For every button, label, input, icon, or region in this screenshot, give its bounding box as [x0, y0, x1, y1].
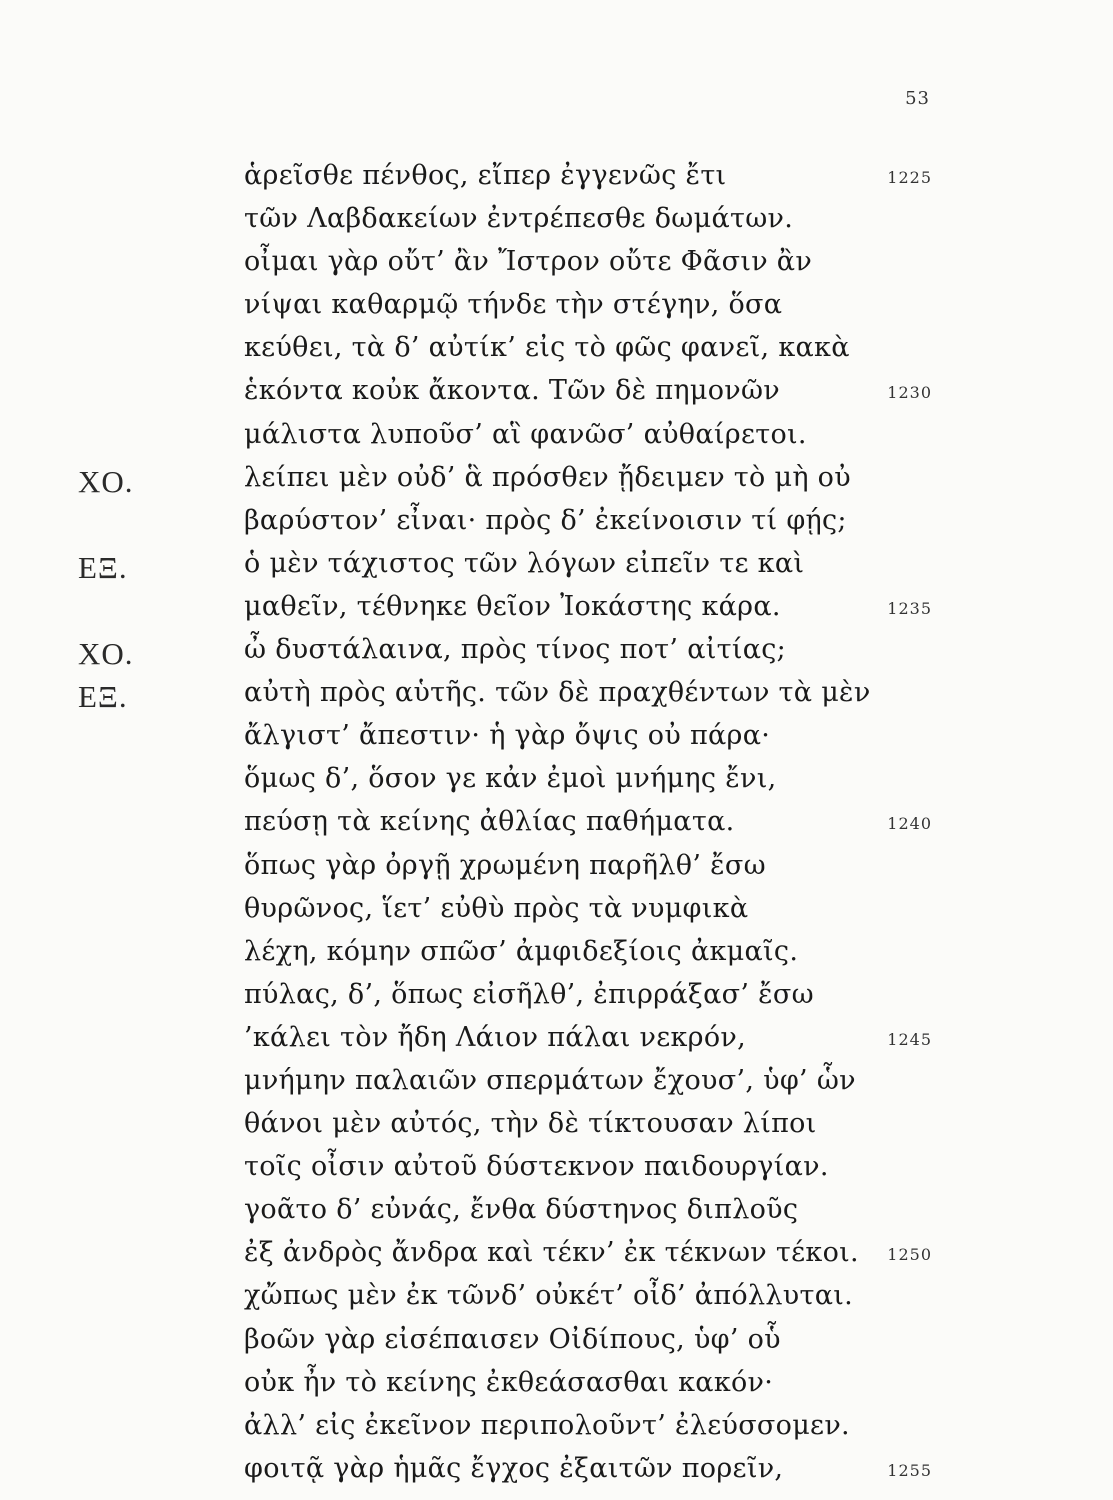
line-number: 1230	[887, 383, 932, 403]
verse-text: ἑκόντα κοὐκ ἄκοντα. Τῶν δὲ πημονῶν	[244, 375, 781, 407]
verse-line	[0, 1453, 1113, 1496]
verse-line	[0, 1022, 1113, 1065]
verse-line	[0, 763, 1113, 806]
line-number: 1250	[887, 1245, 932, 1265]
verse-text: μαθεῖν, τέθνηκε θεῖον Ἰοκάστης κάρα.	[244, 590, 781, 622]
verse-line	[0, 1108, 1113, 1151]
verse-text: πεύσῃ τὰ κείνης ἀθλίας παθήματα.	[244, 806, 735, 838]
verse-line	[0, 505, 1113, 548]
line-number: 1235	[887, 598, 932, 618]
verse-text: οὐκ ἦν τὸ κείνης ἐκθεάσασθαι κακόν·	[244, 1366, 774, 1398]
line-number: 1245	[887, 1029, 932, 1049]
verse-text: κεύθει, τὰ δ’ αὐτίκ’ εἰς τὸ φῶς φανεῖ, κακὰ	[244, 332, 850, 364]
verse-line	[0, 203, 1113, 246]
line-number: 1240	[887, 814, 932, 834]
verse-line	[0, 634, 1113, 677]
verse-line	[0, 1237, 1113, 1280]
verse-text: μνήμην παλαιῶν σπερμάτων ἔχουσ’, ὑφ’ ὧν	[244, 1064, 856, 1096]
verse-text: αὐτὴ πρὸς αὑτῆς. τῶν δὲ πραχθέντων τὰ μὲν	[244, 677, 871, 709]
verse-text: λέχη, κόμην σπῶσ’ ἀμφιδεξίοις ἀκμαῖς.	[244, 935, 799, 967]
verse-line	[0, 1065, 1113, 1108]
verse-text: θάνοι μὲν αὐτός, τὴν δὲ τίκτουσαν λίποι	[244, 1108, 817, 1140]
verse-text: ἀλλ’ εἰς ἐκεῖνον περιπολοῦντ’ ἐλεύσσομεν.	[244, 1409, 850, 1441]
verse-text: λείπει μὲν οὐδ’ ἃ πρόσθεν ᾔδειμεν τὸ μὴ οὐ	[244, 461, 851, 493]
verse-text: βοῶν γὰρ εἰσέπαισεν Οἰδίπους, ὑφ’ οὗ	[244, 1323, 781, 1355]
verse-text: πύλας, δ’, ὅπως εἰσῆλθ’, ἐπιρράξασ’ ἔσω	[244, 978, 814, 1010]
verse-line	[0, 893, 1113, 936]
verse-text: ἄλγιστ’ ἄπεστιν· ἡ γὰρ ὄψις οὐ πάρα·	[244, 720, 771, 752]
verse-line	[0, 548, 1113, 591]
verse-line	[0, 850, 1113, 893]
verse-text: τῶν Λαβδακείων ἐντρέπεσθε δωμάτων.	[244, 203, 794, 235]
verse-line	[0, 677, 1113, 720]
verse-line	[0, 419, 1113, 462]
verse-text: νίψαι καθαρμῷ τήνδε τὴν στέγην, ὅσα	[244, 289, 783, 321]
verse-line	[0, 160, 1113, 203]
speaker-label: ΕΞ.	[78, 549, 128, 585]
verse-line	[0, 591, 1113, 634]
verse-line	[0, 289, 1113, 332]
line-number: 1225	[887, 168, 932, 187]
verse-text: βαρύστον’ εἶναι· πρὸς δ’ ἐκείνοισιν τί φῄς;	[244, 504, 847, 536]
verse-line	[0, 936, 1113, 979]
verse-line	[0, 462, 1113, 505]
verse-text: οἶμαι γὰρ οὔτ’ ἂν Ἴστρον οὔτε Φᾶσιν ἂν	[244, 246, 813, 278]
verse-line	[0, 720, 1113, 763]
verse-text: τοῖς οἶσιν αὐτοῦ δύστεκνον παιδουργίαν.	[244, 1151, 829, 1183]
verse-text: ὦ δυστάλαινα, πρὸς τίνος ποτ’ αἰτίας;	[244, 634, 787, 666]
verse-text: θυρῶνος, ἵετ’ εὐθὺ πρὸς τὰ νυμφικὰ	[244, 892, 749, 924]
verse-line	[0, 375, 1113, 418]
page-number: 53	[905, 88, 930, 109]
verse-text: ὁ μὲν τάχιστος τῶν λόγων εἰπεῖν τε καὶ	[244, 547, 805, 579]
verse-text-block	[0, 160, 1113, 1496]
verse-text: μάλιστα λυποῦσ’ αἳ φανῶσ’ αὐθαίρετοι.	[244, 418, 807, 450]
verse-text: ἁρεῖσθε πένθος, εἴπερ ἐγγενῶς ἔτι	[244, 160, 727, 191]
verse-text: ὅπως γὰρ ὀργῇ χρωμένη παρῆλθ’ ἔσω	[244, 849, 766, 881]
verse-line	[0, 1151, 1113, 1194]
verse-text: χὤπως μὲν ἐκ τῶνδ’ οὐκέτ’ οἶδ’ ἀπόλλυται.	[244, 1280, 854, 1312]
line-number: 1255	[887, 1460, 932, 1480]
verse-line	[0, 1410, 1113, 1453]
verse-text: φοιτᾷ γὰρ ἡμᾶς ἔγχος ἐξαιτῶν πορεῖν,	[244, 1452, 784, 1484]
verse-line	[0, 332, 1113, 375]
verse-line	[0, 1324, 1113, 1367]
speaker-label: ΧΟ.	[78, 636, 134, 672]
verse-text: ἐξ ἀνδρὸς ἄνδρα καὶ τέκν’ ἐκ τέκνων τέκοι.	[244, 1237, 859, 1269]
verse-line	[0, 1367, 1113, 1410]
speaker-label: ΧΟ.	[78, 463, 134, 499]
verse-line	[0, 246, 1113, 289]
verse-text: ’κάλει τὸν ἤδη Λάιον πάλαι νεκρόν,	[244, 1021, 747, 1053]
verse-text: ὅμως δ’, ὅσον γε κἀν ἐμοὶ μνήμης ἔνι,	[244, 763, 777, 795]
verse-line	[0, 1280, 1113, 1323]
speaker-label: ΕΞ.	[78, 679, 128, 715]
verse-text: γοᾶτο δ’ εὐνάς, ἔνθα δύστηνος διπλοῦς	[244, 1194, 799, 1226]
verse-line	[0, 979, 1113, 1022]
verse-line	[0, 806, 1113, 849]
verse-line	[0, 1194, 1113, 1237]
